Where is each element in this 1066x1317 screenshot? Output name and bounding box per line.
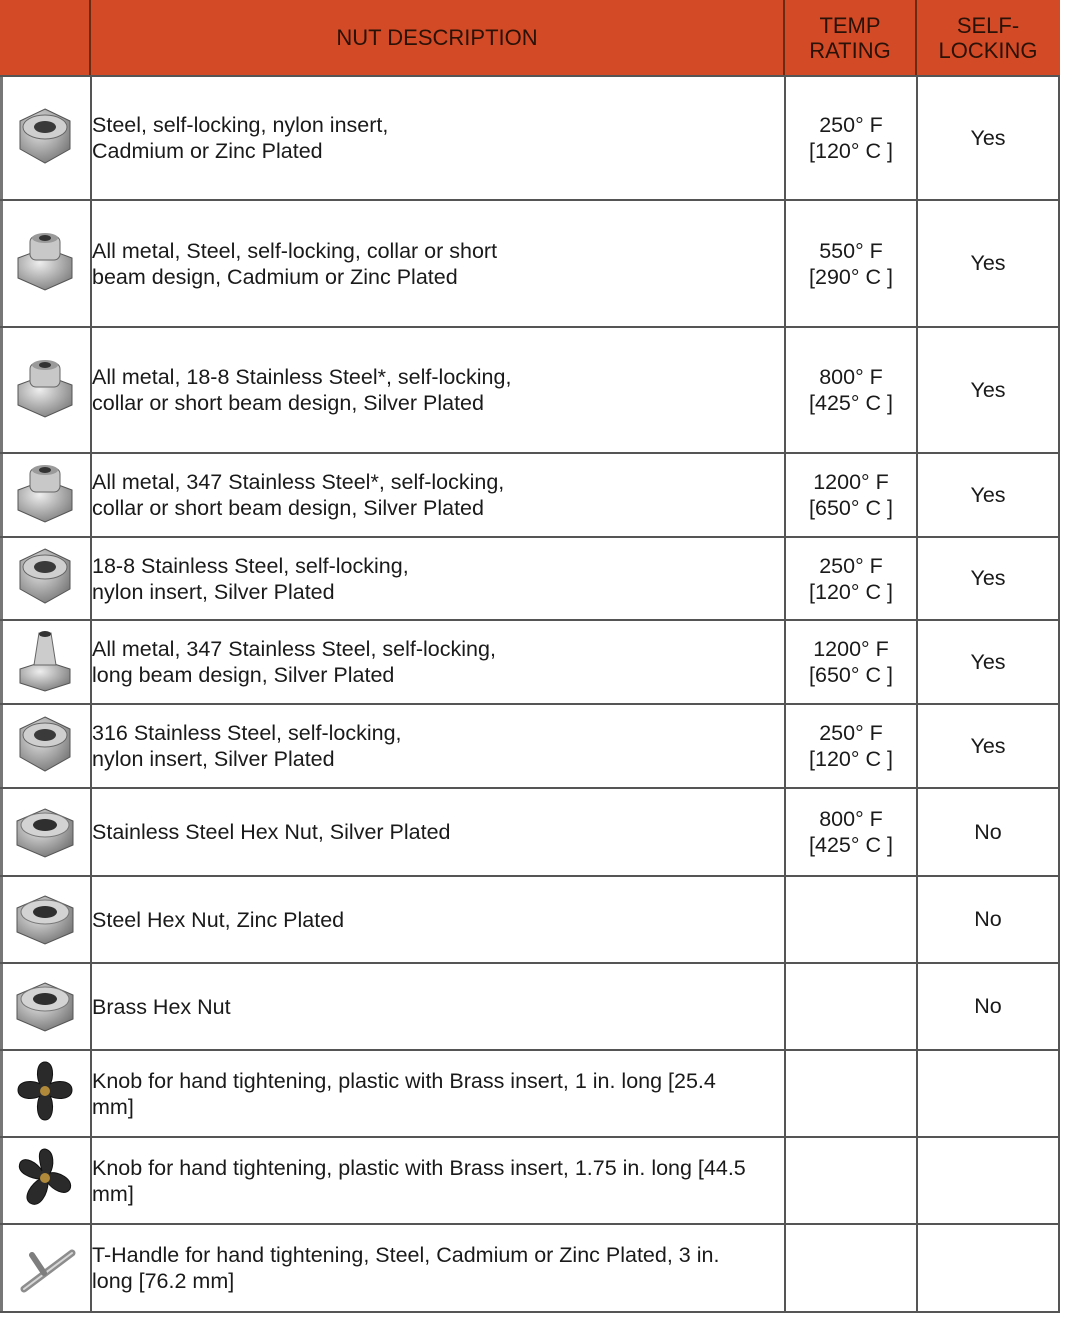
temp-rating-cell <box>784 1138 916 1223</box>
description-line-2: long [76.2 mm] <box>92 1269 235 1293</box>
table-row <box>0 877 1060 964</box>
product-image-cell <box>0 964 90 1049</box>
table-row <box>0 75 1060 201</box>
temp-fahrenheit: 250° F <box>819 721 883 745</box>
self-locking-value: Yes <box>970 125 1006 150</box>
self-locking-cell <box>916 621 1060 703</box>
description-cell <box>90 1225 784 1311</box>
self-locking-value: Yes <box>970 733 1006 758</box>
header-self-locking <box>916 0 1060 75</box>
self-locking-cell <box>916 328 1060 452</box>
temp-celsius: [120° C ] <box>809 139 893 163</box>
description-line-2: mm] <box>92 1181 134 1206</box>
table-row <box>0 328 1060 454</box>
self-locking-value: Yes <box>970 251 1006 275</box>
self-locking-cell <box>916 77 1060 199</box>
description-cell <box>90 328 784 452</box>
hex-nut-icon <box>10 882 80 957</box>
temp-fahrenheit: 550° F <box>819 238 883 263</box>
hex-nut-icon <box>10 969 80 1044</box>
description-line-2: beam design, Cadmium or Zinc Plated <box>92 264 458 289</box>
table-row <box>0 538 1060 621</box>
temp-rating-cell <box>784 201 916 326</box>
header-lock-line2: LOCKING <box>938 37 1038 63</box>
self-locking-value: Yes <box>970 566 1006 590</box>
product-image-cell <box>0 1051 90 1136</box>
description-line-1: Stainless Steel Hex Nut, Silver Plated <box>92 820 451 844</box>
description-line-2: long beam design, Silver Plated <box>92 663 395 687</box>
description-cell <box>90 964 784 1049</box>
description-line-1: Steel Hex Nut, Zinc Plated <box>92 907 345 932</box>
description-line-2: Cadmium or Zinc Plated <box>92 139 323 163</box>
temp-celsius: [650° C ] <box>809 496 893 520</box>
description-line-1: All metal, 18-8 Stainless Steel*, self-locking, <box>92 365 512 389</box>
description-line-1: Steel, self-locking, nylon insert, <box>92 113 389 137</box>
product-image-cell <box>0 877 90 962</box>
self-locking-cell <box>916 705 1060 787</box>
description-cell <box>90 538 784 619</box>
description-cell <box>90 1051 784 1136</box>
temp-celsius: [650° C ] <box>809 663 893 687</box>
description-cell <box>90 621 784 703</box>
product-image-cell <box>0 201 90 326</box>
self-locking-cell <box>916 1225 1060 1311</box>
self-locking-value: Yes <box>970 649 1006 674</box>
temp-celsius: [120° C ] <box>809 747 893 771</box>
table-row <box>0 789 1060 877</box>
product-image-cell <box>0 621 90 703</box>
product-image-cell <box>0 328 90 452</box>
description-line-2: mm] <box>92 1094 134 1119</box>
table-row <box>0 964 1060 1051</box>
table-row <box>0 1051 1060 1138</box>
hex-nut-icon <box>10 795 80 870</box>
temp-rating-cell <box>784 454 916 536</box>
temp-rating-cell <box>784 1225 916 1311</box>
header-divider <box>89 0 91 75</box>
description-line-1: All metal, 347 Stainless Steel*, self-locking, <box>92 470 505 494</box>
temp-fahrenheit: 250° F <box>819 113 883 137</box>
collar-lock-nut-icon <box>10 226 80 301</box>
description-line-1: 18-8 Stainless Steel, self-locking, <box>92 553 409 578</box>
description-line-2: collar or short beam design, Silver Plated <box>92 391 484 415</box>
description-line-1: T-Handle for hand tightening, Steel, Cadmium or Zinc Plated, 3 in. <box>92 1243 720 1267</box>
header-description <box>90 0 784 75</box>
long-beam-nut-icon <box>10 625 80 700</box>
self-locking-cell <box>916 201 1060 326</box>
header-temp-rating <box>784 0 916 75</box>
self-locking-cell <box>916 538 1060 619</box>
temp-fahrenheit: 250° F <box>819 553 883 578</box>
description-line-2: collar or short beam design, Silver Plated <box>92 496 484 520</box>
self-locking-cell <box>916 1138 1060 1223</box>
self-locking-cell <box>916 454 1060 536</box>
description-cell <box>90 705 784 787</box>
collar-lock-nut-icon <box>10 353 80 428</box>
temp-rating-cell <box>784 538 916 619</box>
description-cell <box>90 454 784 536</box>
product-image-cell <box>0 1138 90 1223</box>
self-locking-cell <box>916 964 1060 1049</box>
table-row <box>0 621 1060 705</box>
temp-celsius: [290° C ] <box>809 264 893 289</box>
collar-lock-nut-icon <box>10 458 80 533</box>
temp-celsius: [425° C ] <box>809 391 893 415</box>
temp-fahrenheit: 800° F <box>819 365 883 389</box>
header-image-column <box>0 0 90 75</box>
description-cell <box>90 1138 784 1223</box>
description-line-1: All metal, 347 Stainless Steel, self-locking, <box>92 637 496 661</box>
nylon-insert-nut-icon <box>10 541 80 616</box>
header-divider <box>783 0 785 75</box>
t-handle-icon <box>10 1231 80 1306</box>
description-cell <box>90 877 784 962</box>
self-locking-cell <box>916 1051 1060 1136</box>
self-locking-cell <box>916 789 1060 875</box>
nylon-insert-nut-icon <box>10 101 80 176</box>
description-line-1: 316 Stainless Steel, self-locking, <box>92 721 402 745</box>
table-row <box>0 705 1060 789</box>
temp-rating-cell <box>784 1051 916 1136</box>
temp-rating-cell <box>784 877 916 962</box>
temp-rating-cell <box>784 621 916 703</box>
self-locking-value: Yes <box>970 482 1006 507</box>
description-line-2: nylon insert, Silver Plated <box>92 579 335 604</box>
table-row <box>0 201 1060 328</box>
description-cell <box>90 789 784 875</box>
description-line-1: All metal, Steel, self-locking, collar or short <box>92 238 498 263</box>
temp-rating-cell <box>784 789 916 875</box>
product-image-cell <box>0 1225 90 1311</box>
product-image-cell <box>0 705 90 787</box>
description-line-1: Brass Hex Nut <box>92 994 231 1019</box>
temp-fahrenheit: 800° F <box>819 807 883 831</box>
self-locking-value: No <box>974 994 1002 1018</box>
header-temp-line2: RATING <box>809 37 891 63</box>
product-image-cell <box>0 77 90 199</box>
description-line-1: Knob for hand tightening, plastic with Brass insert, 1.75 in. long [44.5 <box>92 1155 746 1180</box>
temp-fahrenheit: 1200° F <box>813 637 889 661</box>
four-lobe-knob-icon <box>10 1056 80 1131</box>
header-lock-line1: SELF- <box>956 12 1020 38</box>
temp-fahrenheit: 1200° F <box>813 470 889 494</box>
self-locking-cell <box>916 877 1060 962</box>
description-cell <box>90 77 784 199</box>
temp-rating-cell <box>784 77 916 199</box>
description-line-1: Knob for hand tightening, plastic with Brass insert, 1 in. long [25.4 <box>92 1068 716 1093</box>
temp-rating-cell <box>784 705 916 787</box>
table-row <box>0 454 1060 538</box>
header-description-label: NUT DESCRIPTION <box>336 25 538 50</box>
product-image-cell <box>0 538 90 619</box>
description-cell <box>90 201 784 326</box>
table-row <box>0 1225 1060 1313</box>
product-image-cell <box>0 454 90 536</box>
nylon-insert-nut-icon <box>10 709 80 784</box>
temp-celsius: [120° C ] <box>809 579 893 604</box>
self-locking-value: No <box>974 819 1002 844</box>
temp-rating-cell <box>784 328 916 452</box>
temp-celsius: [425° C ] <box>809 833 893 857</box>
product-image-cell <box>0 789 90 875</box>
table-row <box>0 1138 1060 1225</box>
temp-rating-cell <box>784 964 916 1049</box>
description-line-2: nylon insert, Silver Plated <box>92 747 335 771</box>
self-locking-value: Yes <box>970 377 1006 402</box>
header-divider <box>915 0 917 75</box>
three-lobe-knob-icon <box>10 1143 80 1218</box>
header-temp-line1: TEMP <box>819 12 881 38</box>
self-locking-value: No <box>974 907 1002 931</box>
